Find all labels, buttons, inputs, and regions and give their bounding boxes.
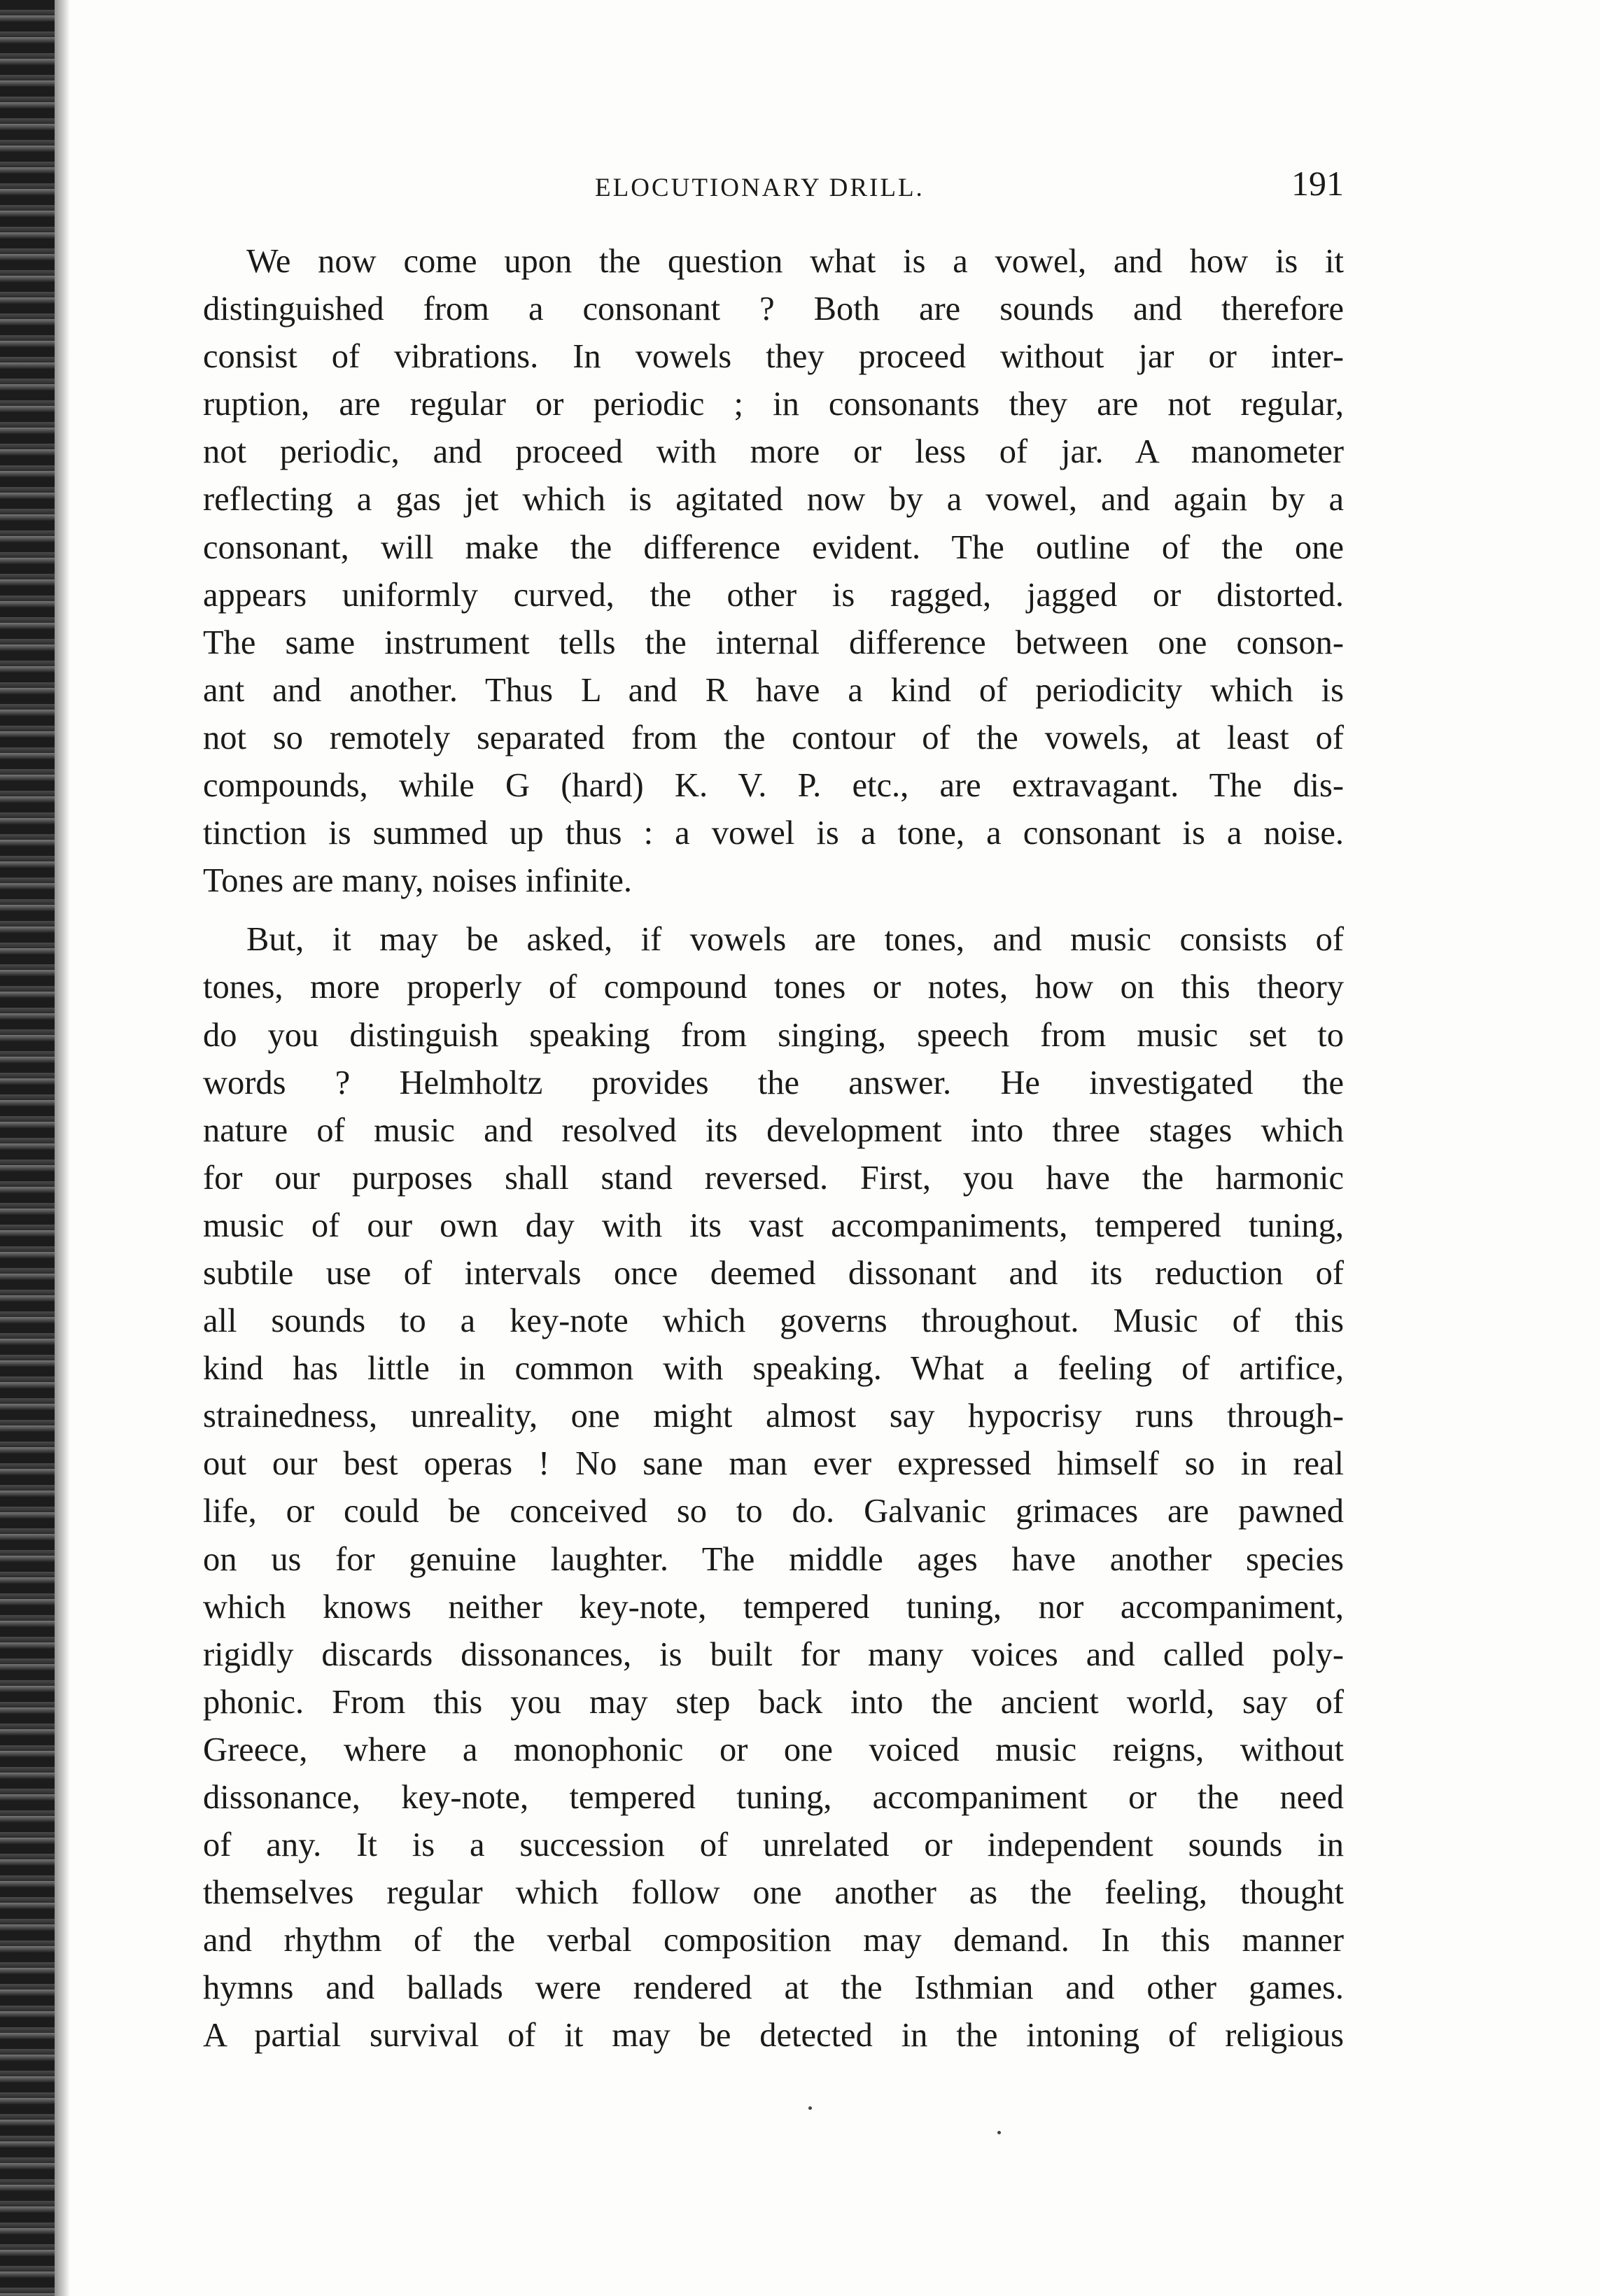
text-line: on us for genuine laughter. The middle ages have another species: [203, 1540, 1344, 1578]
text-line: Tones are many, noises infinite.: [203, 862, 633, 900]
text-line: hymns and ballads were rendered at the Isthmian and other games.: [203, 1969, 1344, 2007]
text-line: dissonance, key-note, tempered tuning, accompaniment or the need: [203, 1779, 1344, 1816]
text-line: consonant, will make the difference evident. The outline of the one: [203, 528, 1344, 566]
page-binding: [0, 0, 55, 2296]
text-line: do you distinguish speaking from singing, speech from music set to: [203, 1016, 1344, 1054]
page-header: [203, 163, 1344, 212]
text-line: ruption, are regular or periodic ; in consonants they are not regular,: [203, 386, 1344, 423]
text-line: out our best operas ! No sane man ever expressed himself so in real: [203, 1445, 1344, 1483]
page-number: 191: [1291, 164, 1344, 203]
text-line: for our purposes shall stand reversed. First, you have the harmonic: [203, 1159, 1344, 1197]
text-line: words ? Helmholtz provides the answer. He investigated the: [203, 1064, 1344, 1101]
text-line: A partial survival of it may be detected in the intoning of religious: [203, 2017, 1344, 2055]
text-line: The same instrument tells the internal difference between one conson-: [203, 624, 1344, 661]
text-line: compounds, while G (hard) K. V. P. etc., are extravagant. The dis-: [203, 767, 1344, 805]
text-line: tinction is summed up thus : a vowel is a tone, a consonant is a noise.: [203, 815, 1344, 852]
text-line: strainedness, unreality, one might almost say hypocrisy runs through-: [203, 1397, 1344, 1435]
text-line: themselves regular which follow one another as the feeling, thought: [203, 1874, 1344, 1912]
text-line: not so remotely separated from the contour of the vowels, at least of: [203, 719, 1344, 756]
text-line: kind has little in common with speaking. What a feeling of artifice,: [203, 1350, 1344, 1388]
text-line: subtile use of intervals once deemed dissonant and its reduction of: [203, 1254, 1344, 1292]
text-line: not periodic, and proceed with more or less of jar. A manometer: [203, 433, 1344, 471]
body-text: [203, 238, 1344, 2060]
text-line: appears uniformly curved, the other is ragged, jagged or distorted.: [203, 576, 1344, 614]
binding-shadow: [55, 0, 70, 2296]
text-line: of any. It is a succession of unrelated or independent sounds in: [203, 1826, 1344, 1864]
print-speck: [997, 2131, 1001, 2134]
paragraph-2: [203, 916, 1344, 2059]
text-line: and rhythm of the verbal composition may demand. In this manner: [203, 1922, 1344, 1959]
text-line: Greece, where a monophonic or one voiced music reigns, without: [203, 1731, 1344, 1768]
running-head: ELOCUTIONARY DRILL.: [595, 174, 925, 202]
print-speck: [808, 2106, 812, 2110]
text-line: which knows neither key-note, tempered tuning, nor accompaniment,: [203, 1588, 1344, 1626]
text-line: ant and another. Thus L and R have a kind of periodicity which is: [203, 671, 1344, 709]
text-line: life, or could be conceived so to do. Galvanic grimaces are pawned: [203, 1493, 1344, 1530]
paragraph-1: [203, 238, 1344, 905]
text-line: phonic. From this you may step back into the ancient world, say of: [203, 1683, 1344, 1721]
text-line: We now come upon the question what is a vowel, and how is it: [246, 243, 1344, 280]
text-line: tones, more properly of compound tones or notes, how on this theory: [203, 969, 1344, 1006]
text-line: consist of vibrations. In vowels they proceed without jar or inter-: [203, 338, 1344, 376]
text-line: music of our own day with its vast accompaniments, tempered tuning,: [203, 1206, 1344, 1244]
text-line: all sounds to a key-note which governs throughout. Music of this: [203, 1302, 1344, 1340]
text-line: rigidly discards dissonances, is built for many voices and called poly-: [203, 1635, 1344, 1673]
text-line: But, it may be asked, if vowels are tones, and music consists of: [246, 921, 1344, 959]
text-line: nature of music and resolved its development into three stages which: [203, 1111, 1344, 1149]
text-line: reflecting a gas jet which is agitated now by a vowel, and again by a: [203, 481, 1344, 519]
text-line: distinguished from a consonant ? Both are sounds and therefore: [203, 290, 1344, 328]
